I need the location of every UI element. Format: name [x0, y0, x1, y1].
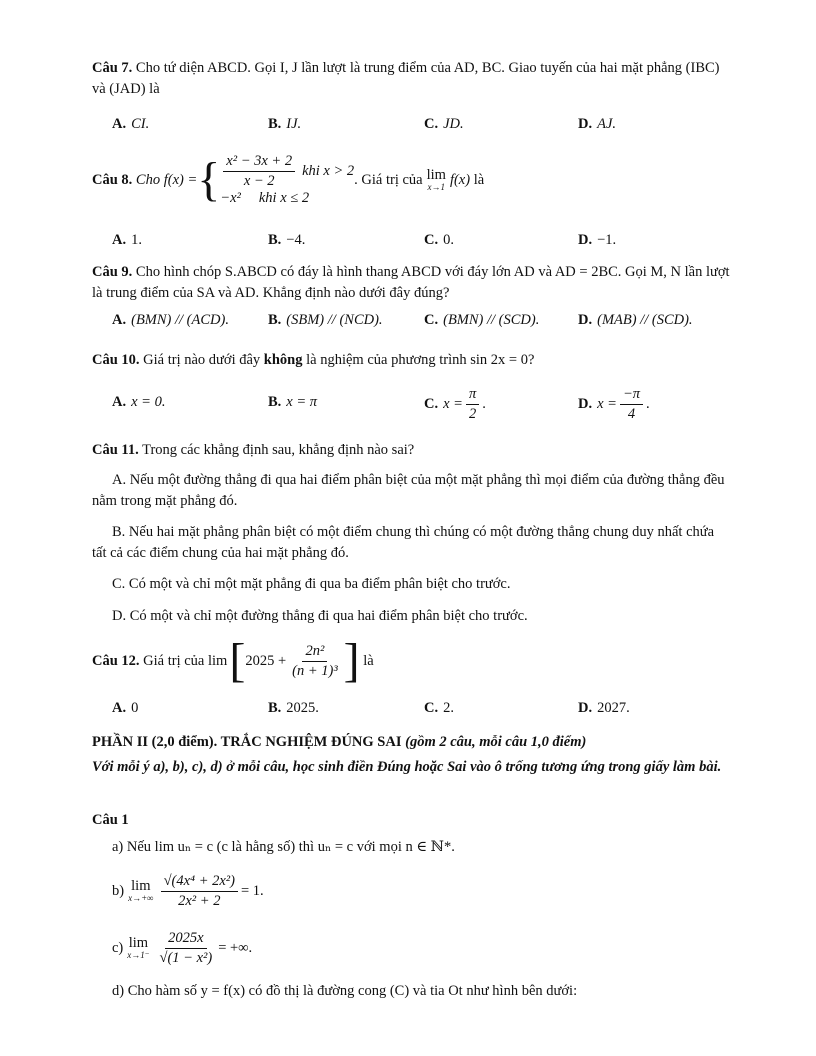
option-d[interactable]: D. 2027.	[578, 700, 630, 716]
option-d[interactable]: D. −1.	[578, 232, 617, 248]
option-a[interactable]: A. (BMN) // (ACD).	[112, 312, 229, 328]
option-c[interactable]: C. JD.	[424, 116, 464, 132]
option-d[interactable]: D. (MAB) // (SCD).	[578, 312, 693, 328]
question-10-options	[112, 386, 752, 430]
option-b[interactable]: B. (SBM) // (NCD).	[268, 312, 383, 328]
question-9-options	[112, 312, 752, 334]
statement-c[interactable]: C. Có một và chỉ một mặt phẳng đi qua ba điểm phân biệt cho trước.	[112, 576, 511, 592]
option-d[interactable]: D. AJ.	[578, 116, 617, 132]
question-10: Câu 10. Giá trị nào dưới đây không là nghiệm của phương trình sin 2x = 0?	[92, 352, 535, 368]
question-label: Câu 9.	[92, 264, 133, 280]
section-heading: PHẦN II (2,0 điểm). TRẮC NGHIỆM ĐÚNG SAI (gồm 2 câu, mỗi câu 1,0 điểm)	[92, 734, 587, 750]
question-label: Câu 11.	[92, 442, 139, 458]
option-b[interactable]: B. −4.	[268, 232, 306, 248]
part2-question-1: Câu 1	[92, 812, 129, 828]
question-label: Câu 12.	[92, 652, 140, 669]
option-c[interactable]: C. (BMN) // (SCD).	[424, 312, 540, 328]
option-a[interactable]: A. 0	[112, 700, 139, 716]
statement-b[interactable]: B. Nếu hai mặt phẳng phân biệt có một điểm chung thì chúng có một đường thẳng chung duy nhất chứa tất cả các điểm chung của hai mặt phẳng đó.	[92, 524, 715, 561]
option-a[interactable]: A. x = 0.	[112, 394, 166, 410]
section-instructions: Với mỗi ý a), b), c), d) ở mỗi câu, học sinh điền Đúng hoặc Sai vào ô trống tương ứng trong giấy làm bài.	[92, 759, 722, 775]
item-d[interactable]: d) Cho hàm số y = f(x) có đồ thị là đường cong (C) và tia Ot như hình bên dưới:	[112, 982, 578, 999]
option-c[interactable]: C. x = $\frac{\pi}{2}$ .	[424, 386, 486, 422]
item-c[interactable]: c) lim x→1⁻ $\frac{2025x}{\text{√(1 − x²)}}$ = +∞.	[112, 929, 253, 966]
option-b[interactable]: B. x = π	[268, 394, 318, 410]
question-label: Câu 8.	[92, 171, 133, 188]
brace: {	[197, 153, 221, 206]
statement-a[interactable]: A. Nếu một đường thẳng đi qua hai điểm phân biệt của một mặt phẳng thì mọi điểm của đường thẳng đều nằm trong mặt phẳng đó.	[92, 472, 725, 509]
question-12-options	[112, 700, 752, 722]
option-a[interactable]: A. 1.	[112, 232, 142, 248]
question-label: Câu 10.	[92, 352, 140, 368]
question-8-options	[112, 232, 752, 254]
question-9	[92, 262, 732, 304]
question-12: Câu 12. Giá trị của lim [ 2025 + $\frac{\text{2n²}}{\text{(n + 1)³}}$ ] là	[92, 634, 374, 687]
question-text: Cho tứ diện ABCD. Gọi I, J lần lượt là trung điểm của AD, BC. Giao tuyến của hai mặt phẳng (IBC) và (JAD) là	[92, 60, 720, 97]
option-c[interactable]: C. 0.	[424, 232, 454, 248]
option-a[interactable]: A. CI.	[112, 116, 150, 132]
statement-d[interactable]: D. Có một và chỉ một đường thẳng đi qua hai điểm phân biệt cho trước.	[112, 608, 528, 624]
question-label: Câu 7.	[92, 60, 133, 76]
emphasis-not: không	[263, 352, 303, 368]
question-text: Cho hình chóp S.ABCD có đáy là hình thang ABCD với đáy lớn AD và AD = 2BC. Gọi M, N lần lượt là trung điểm của SA và AD. Khẳng định nào dưới đây đúng?	[92, 264, 730, 301]
question-11: Câu 11. Trong các khẳng định sau, khẳng định nào sai?	[92, 442, 415, 458]
question-8: Câu 8. Cho f(x) = { $\frac{\text{x² − 3x + 2}}{x - 2}$ khi x > 2 −x² khi x ≤ 2 . Giá trị của lim x→1 f(x) là	[92, 153, 485, 206]
option-c[interactable]: C. 2.	[424, 700, 454, 716]
question-7	[92, 58, 732, 100]
option-d[interactable]: D. x = $\frac{-\pi}{4}$ .	[578, 386, 650, 422]
item-b[interactable]: b) lim x→+∞ $\frac{\text{√(4x⁴ + 2x²)}}{\text{2x² + 2}}$ = 1.	[112, 872, 264, 909]
piecewise-cases: $\frac{\text{x² − 3x + 2}}{x - 2}$ khi x > 2 −x² khi x ≤ 2	[220, 153, 355, 206]
option-b[interactable]: B. 2025.	[268, 700, 319, 716]
question-7-options	[112, 116, 752, 138]
item-a[interactable]: a) Nếu lim uₙ = c (c là hằng số) thì uₙ = c với mọi n ∈ ℕ*.	[112, 838, 455, 855]
option-b[interactable]: B. IJ.	[268, 116, 302, 132]
function-def: Cho f(x) =	[135, 171, 198, 188]
